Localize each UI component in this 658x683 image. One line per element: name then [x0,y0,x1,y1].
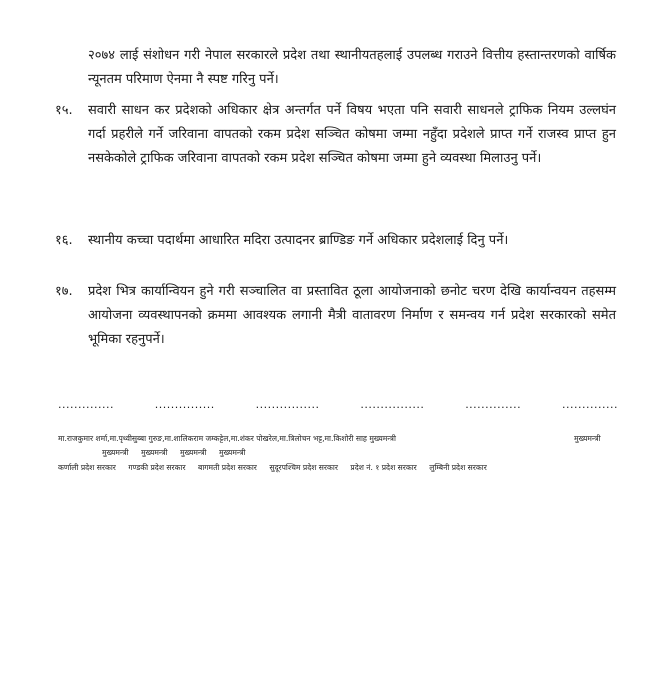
item-text: सवारी साधन कर प्रदेशको अधिकार क्षेत्र अन्तर्गत पर्ने विषय भएता पनि सवारी साधनले ट्राफिक नियम उल्लघंन गर्दा प्रहरीले गर्ने जरिवाना वापतको रकम प्रदेश सञ्चित कोषमा जम्मा नहुँदा प्रदेशले प्राप्त गर्ने राजस्व प्राप्त हुन नसकेकोले ट्राफिक जरिवाना वापतको रकम प्रदेश सञ्चित कोषमा जम्मा हुने व्यवस्था मिलाउनु पर्ने। [88,103,616,166]
signatory-title: मुख्यमन्त्री [179,448,207,457]
government-name: कर्णाली प्रदेश सरकार [58,463,116,472]
signature-line: .............. [58,398,114,411]
signatory-titles-row [102,447,246,459]
paragraph-continuation: २०७४ लाई संशोधन गरी नेपाल सरकारले प्रदेश तथा स्थानीयतहलाई उपलब्ध गराउने वित्तीय हस्तान्तरणको वार्षिक न्यूनतम परिमाण ऐनमा नै स्पष्ट गरिनु पर्ने। [88,48,616,87]
item-number: १६. [55,233,73,248]
list-item [55,99,616,171]
government-name: गण्डकी प्रदेश सरकार [128,463,186,472]
government-name: प्रदेश नं. १ प्रदेश सरकार [350,463,417,472]
item-text: प्रदेश भित्र कार्यान्वियन हुने गरी सञ्चालित वा प्रस्तावित ठूला आयोजनाको छनोट चरण देखि कार्यान्वयन तहसम्म आयोजना व्यवस्थापनको क्रममा आवश्यक लगानी मैत्री वातावरण निर्माण र समन्वय गर्न प्रदेश सरकारको समेत भूमिका रहनुपर्ने। [88,284,616,347]
item-text: स्थानीय कच्चा पदार्थमा आधारित मदिरा उत्पादनर ब्राण्डिङ गर्ने अधिकार प्रदेशलाई दिनु पर्ने। [88,233,509,248]
list-item [55,229,616,253]
signatory-title: मुख्यमन्त्री [102,448,129,457]
signatory-title: मुख्यमन्त्री [140,448,168,457]
signatory-names: मा.राजकुमार शर्मा,मा.पृथ्वीसुब्बा गुरुङ,मा.शालिकराम जम्कट्टेल,मा.शंकर पोखरेल,मा.त्रिलोचन भट्ट,मा.किशोरी साह मुख्यमन्त्री [58,434,396,443]
signatory-title: मुख्यमन्त्री [218,448,246,457]
signature-line: .............. [561,398,618,411]
signature-line: .............. [465,398,522,411]
signatory-title: मुख्यमन्त्री [574,434,601,443]
signature-line: ................ [360,398,425,411]
government-name: बागमती प्रदेश सरकार [197,463,257,472]
signature-line: ................ [255,398,320,411]
signatory-governments [58,462,487,474]
government-name: लुम्बिनी प्रदेश सरकार [429,463,487,472]
list-item [55,280,616,352]
item-number: १५. [55,103,73,118]
signature-lines [58,398,618,411]
signature-line: ............... [154,398,215,411]
government-name: सुदूरपश्चिम प्रदेश सरकार [269,463,338,472]
item-number: १७. [55,284,73,299]
